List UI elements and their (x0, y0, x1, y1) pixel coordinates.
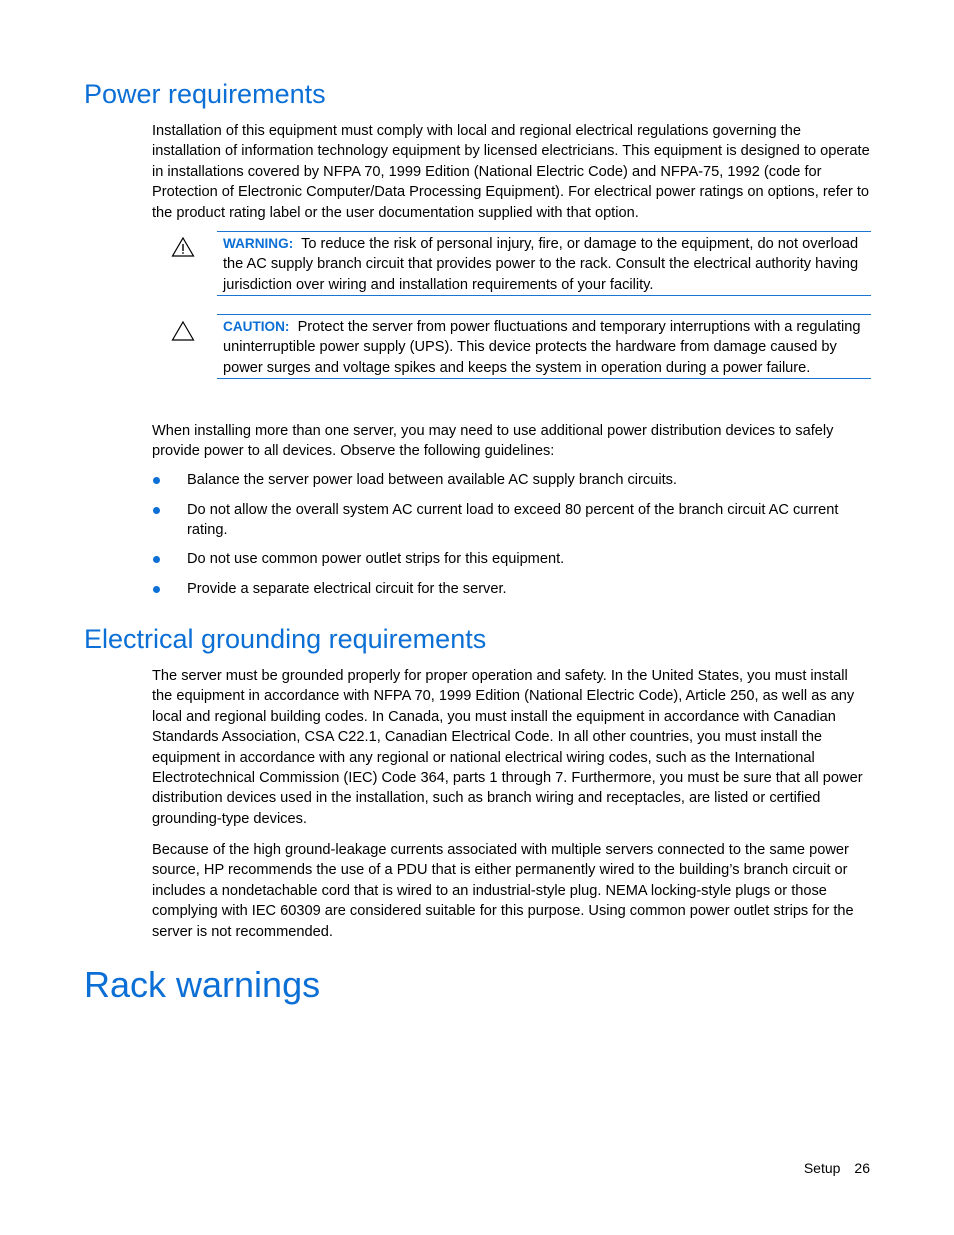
bullet-icon (153, 477, 160, 484)
caution-note (217, 314, 871, 379)
footer-section: Setup (803, 1160, 841, 1176)
caution-triangle-icon (171, 320, 195, 342)
list-item (152, 500, 870, 541)
warning-triangle-icon (171, 236, 195, 258)
grounding-paragraph-1: The server must be grounded properly for proper operation and safety. In the United States, you must install the equipment in accordance with NFPA 70, 1999 Edition (National Electric Code), Article 250, as well as any local and regional building codes. In Canada, you must install the equipment in accordance with Canadian Standards Association, CSA C22.1, Canadian Electrical Code. In all other countries, you must install the equipment in accordance with any regional or national electrical wiring codes, such as the International Electrotechnical Commission (IEC) Code 364, parts 1 through 7. Furthermore, you must be sure that all power distribution devices used in the installation, such as branch wiring and receptacles, are listed or certified grounding-type devices. (152, 668, 863, 827)
list-item-text: Do not allow the overall system AC current load to exceed 80 percent of the branch circuit AC current rating. (187, 502, 839, 539)
warning-label: WARNING: (223, 236, 294, 251)
grounding-paragraph-2: Because of the high ground-leakage currents associated with multiple servers connected to the same power source, HP recommends the use of a PDU that is either permanently wired to the building’s branch circuit or includes a nondetachable cord that is wired to an industrial-style plug. NEMA locking-style plugs or those complying with IEC 60309 are considered suitable for this purpose. Using common power outlet strips for the server is not recommended. (152, 842, 854, 940)
electrical-grounding-heading: Electrical grounding requirements (84, 624, 487, 654)
list-item-text: Balance the server power load between available AC supply branch circuits. (187, 472, 677, 488)
list-item (152, 470, 870, 490)
bullet-icon (153, 507, 160, 514)
rack-warnings-heading: Rack warnings (84, 964, 321, 1005)
power-requirements-heading: Power requirements (84, 79, 326, 109)
caution-text (223, 317, 871, 378)
guidelines-intro-paragraph: When installing more than one server, you may need to use additional power distribution devices to safely provide power to all devices. Observe the following guidelines: (152, 423, 834, 460)
power-intro-paragraph: Installation of this equipment must comply with local and regional electrical regulations governing the installation of information technology equipment by licensed electricians. This equipment is designed to operate in installations covered by NFPA 70, 1999 Edition (National Electric Code) and NFPA-75, 1992 (code for Protection of Electronic Computer/Data Processing Equipment). For electrical power ratings on options, refer to the product rating label or the user documentation supplied with that option. (152, 123, 870, 221)
bullet-icon (153, 586, 160, 593)
page-number: 26 (854, 1160, 870, 1176)
warning-note (217, 231, 871, 296)
caution-body: Protect the server from power fluctuations and temporary interruptions with a regulating uninterruptible power supply (UPS). This device protects the hardware from damage caused by power surges and voltage spikes and keeps the system in operation during a power failure. (223, 319, 861, 376)
list-item-text: Provide a separate electrical circuit for the server. (187, 581, 507, 597)
list-item (152, 579, 870, 599)
bullet-icon (153, 556, 160, 563)
warning-body: To reduce the risk of personal injury, fire, or damage to the equipment, do not overload the AC supply branch circuit that provides power to the rack. Consult the electrical authority having jurisdiction over wiring and installation requirements of your facility. (223, 236, 859, 293)
caution-label: CAUTION: (223, 319, 290, 334)
list-item (152, 549, 870, 569)
page-footer (804, 1158, 870, 1178)
warning-text (223, 234, 871, 295)
list-item-text: Do not use common power outlet strips for this equipment. (187, 551, 565, 567)
